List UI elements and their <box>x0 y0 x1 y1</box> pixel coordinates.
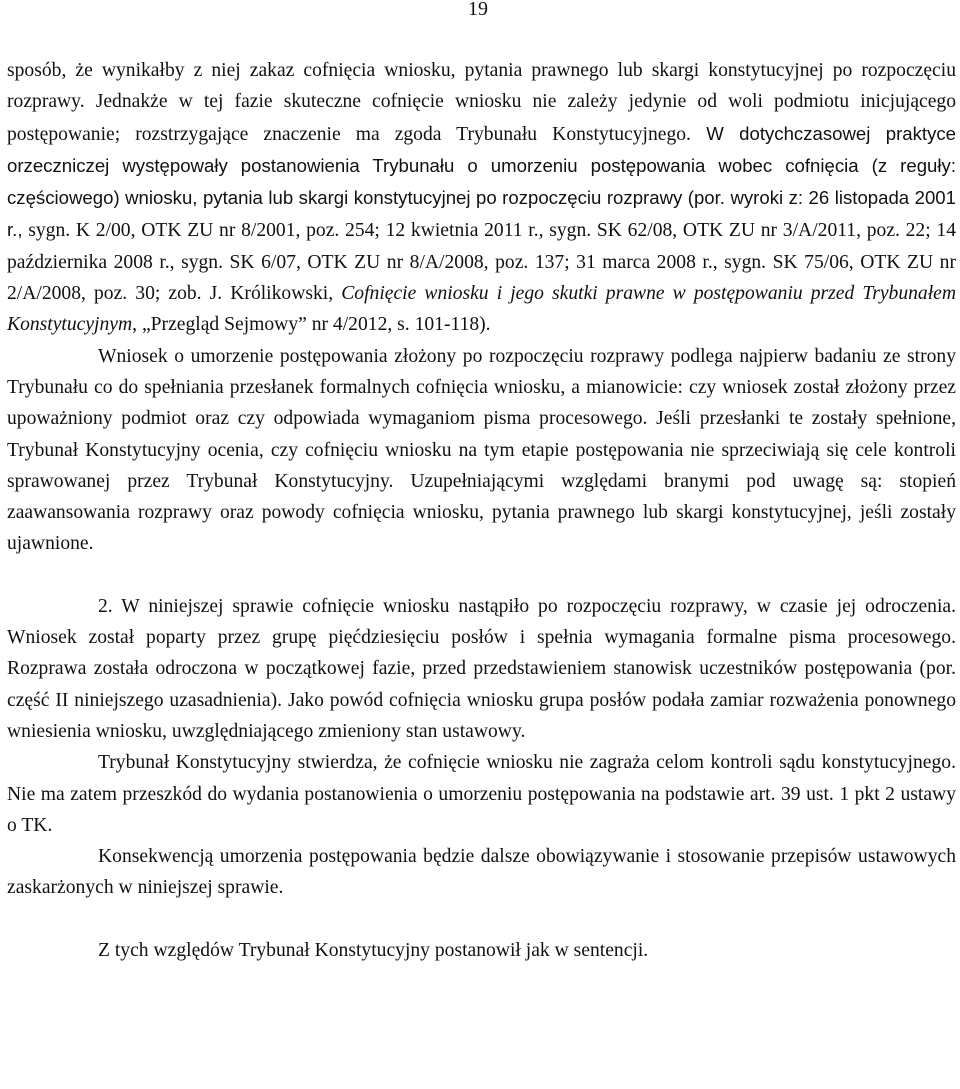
paragraph-1-part-a: sposób, że wynikałby z niej zakaz cofnięcia wniosku, pytania prawnego lub skargi konstytucyjnej po rozpoczęciu rozprawy. Jednakże w tej fazie skuteczne cofnięcie wniosku nie zależy jedynie od woli podmiotu inicjującego postępowanie; rozstrzygające znaczenie ma zgoda Trybunału Konstytucyjnego. <box>7 60 956 145</box>
paragraph-1-part-c: sygn. K 2/00, OTK ZU nr 8/2001, poz. 254; 12 kwietnia 2011 r., sygn. SK 62/08, OTK ZU nr 3/A/2011, poz. 22; 14 października 2008 r., sygn. SK 6/07, OTK ZU nr 8/A/2008, poz. 137; 31 marca 2008 r., sygn. SK 75/06, OTK ZU nr 2/A/2008, poz. 30; zob. J. Królikowski, <box>7 220 956 305</box>
paragraph-6: Z tych względów Trybunał Konstytucyjny postanowił jak w sentencji. <box>98 939 649 961</box>
paragraph-4: Trybunał Konstytucyjny stwierdza, że cofnięcie wniosku nie zagraża celom kontroli sądu konstytucyjnego. Nie ma zatem przeszkód do wydania postanowienia o umorzeniu postępowania na podstawie art. 39 ust. 1 pkt 2 ustawy o TK. <box>7 752 956 836</box>
cited-article-title: Cofnięcie wniosku i jego skutki prawne w postępowaniu przed Trybunałem Konstytucyjnym <box>7 283 956 336</box>
paragraph-1-part-e: , „Przegląd Sejmowy” nr 4/2012, s. 101-118). <box>132 314 491 336</box>
page-number: 19 <box>468 0 488 20</box>
paragraph-1-part-b: W dotychczasowej praktyce orzeczniczej występowały postanowienia Trybunału o umorzeniu postępowania wobec cofnięcia (z reguły: częściowego) wniosku, pytania lub skargi konstytucyjnej po rozpoczęciu rozprawy (por. wyroki z: 26 listopada 2001 r., <box>7 122 957 241</box>
paragraph-3: 2. W niniejszej sprawie cofnięcie wniosku nastąpiło po rozpoczęciu rozprawy, w czasie jej odroczenia. Wniosek został poparty przez grupę pięćdziesięciu posłów i spełnia wymagania formalne pisma procesowego. Rozprawa została odroczona w początkowej fazie, przed przedstawieniem stanowisk uczestników postępowania (por. część II niniejszego uzasadnienia). Jako powód cofnięcia wniosku grupa posłów podała zamiar rozważenia ponownego wniesienia wniosku, uwzględniającego zmieniony stan ustawowy. <box>7 595 956 742</box>
document-body <box>7 55 956 966</box>
paragraph-5: Konsekwencją umorzenia postępowania będzie dalsze obowiązywanie i stosowanie przepisów ustawowych zaskarżonych w niniejszej sprawie. <box>7 846 956 899</box>
paragraph-2: Wniosek o umorzenie postępowania złożony po rozpoczęciu rozprawy podlega najpierw badaniu ze strony Trybunału co do spełniania przesłanek formalnych cofnięcia wniosku, a mianowicie: czy wniosek został złożony przez upoważniony podmiot oraz czy odpowiada wymaganiom pisma procesowego. Jeśli przesłanki te zostały spełnione, Trybunał Konstytucyjny ocenia, czy cofnięciu wniosku na tym etapie postępowania nie sprzeciwiają się cele kontroli sprawowanej przez Trybunał Konstytucyjny. Uzupełniającymi względami branymi pod uwagę są: stopień zaawansowania rozprawy oraz powody cofnięcia wniosku, pytania prawnego lub skargi konstytucyjnej, jeśli zostały ujawnione. <box>7 345 956 555</box>
paragraph-1 <box>7 55 956 341</box>
